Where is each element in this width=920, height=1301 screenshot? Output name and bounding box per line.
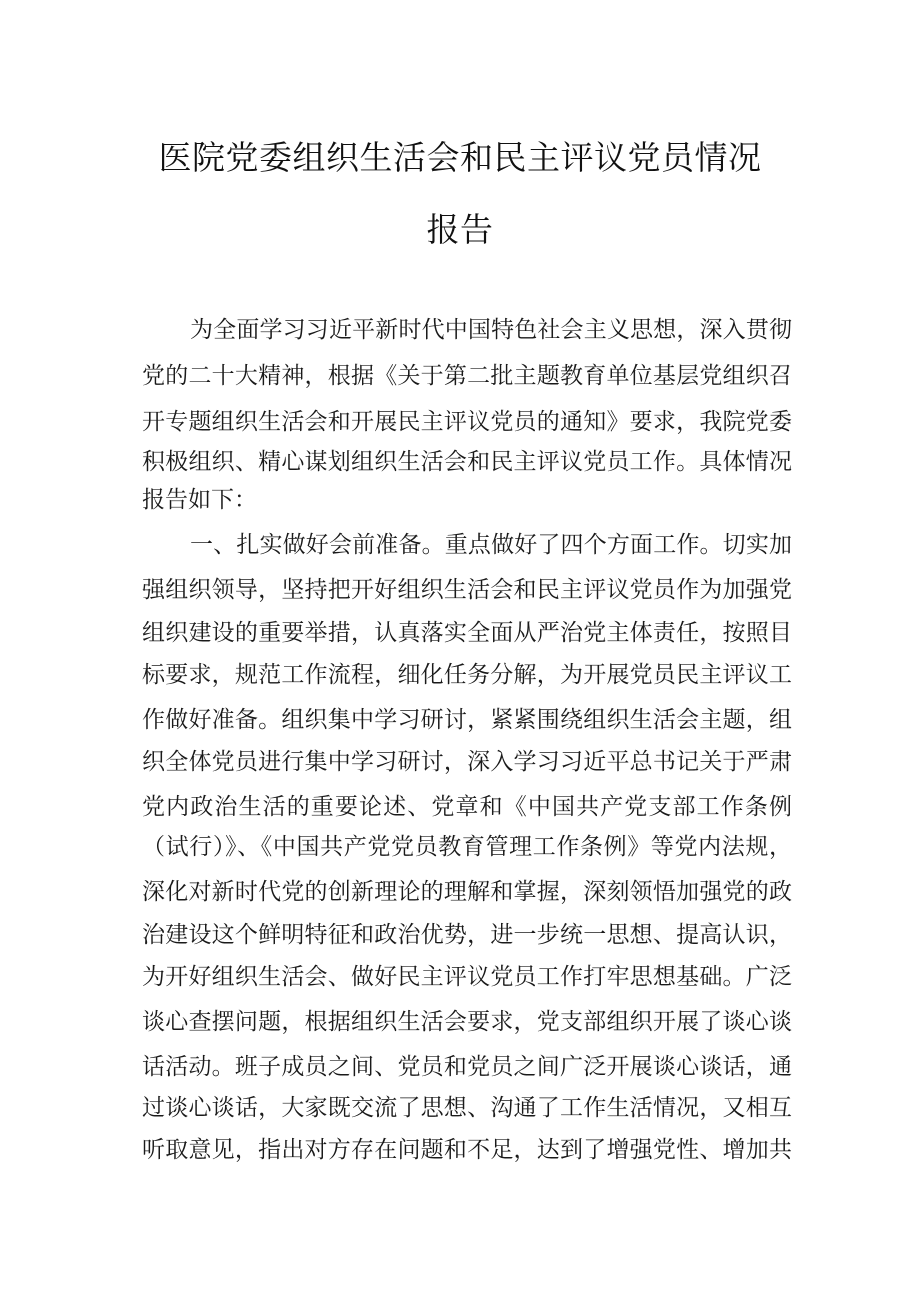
body-line: 为全面学习习近平新时代中国特色社会主义思想，深入贯彻	[190, 317, 792, 343]
body-line: 织全体党员进行集中学习研讨，深入学习习近平总书记关于严肃	[142, 749, 792, 775]
document-title-line-2: 报告	[426, 210, 494, 249]
body-line: 组织建设的重要举措，认真落实全面从严治党主体责任，按照目	[142, 620, 792, 646]
body-line: 党的二十大精神，根据《关于第二批主题教育单位基层党组织召	[142, 363, 792, 389]
body-line: 报告如下：	[142, 487, 257, 513]
body-line: 开专题组织生活会和开展民主评议党员的通知》要求，我院党委	[142, 409, 792, 435]
body-line: 话活动。班子成员之间、党员和党员之间广泛开展谈心谈话，通	[142, 1054, 792, 1080]
body-line: 治建设这个鲜明特征和政治优势，进一步统一思想、提高认识，	[142, 922, 792, 948]
body-line: 作做好准备。组织集中学习研讨，紧紧围绕组织生活会主题，组	[142, 707, 792, 733]
body-line: （试行）》、《中国共产党党员教育管理工作条例》等党内法规，	[142, 834, 792, 860]
body-line: 强组织领导，坚持把开好组织生活会和民主评议党员作为加强党	[142, 577, 792, 603]
body-line: 积极组织、精心谋划组织生活会和民主评议党员工作。具体情况	[142, 449, 792, 475]
body-line: 一、扎实做好会前准备。重点做好了四个方面工作。切实加	[190, 532, 792, 558]
body-line: 标要求，规范工作流程，细化任务分解，为开展党员民主评议工	[142, 662, 792, 688]
body-line: 为开好组织生活会、做好民主评议党员工作打牢思想基础。广泛	[142, 964, 792, 990]
document-title-line-1: 医院党委组织生活会和民主评议党员情况	[158, 138, 762, 177]
body-line: 党内政治生活的重要论述、党章和《中国共产党支部工作条例	[142, 794, 792, 820]
body-line: 深化对新时代党的创新理论的理解和掌握，深刻领悟加强党的政	[142, 879, 792, 905]
body-line: 过谈心谈话，大家既交流了思想、沟通了工作生活情况，又相互	[142, 1095, 792, 1121]
body-line: 谈心查摆问题，根据组织生活会要求，党支部组织开展了谈心谈	[142, 1009, 792, 1035]
body-line: 听取意见，指出对方存在问题和不足，达到了增强党性、增加共	[142, 1137, 792, 1163]
